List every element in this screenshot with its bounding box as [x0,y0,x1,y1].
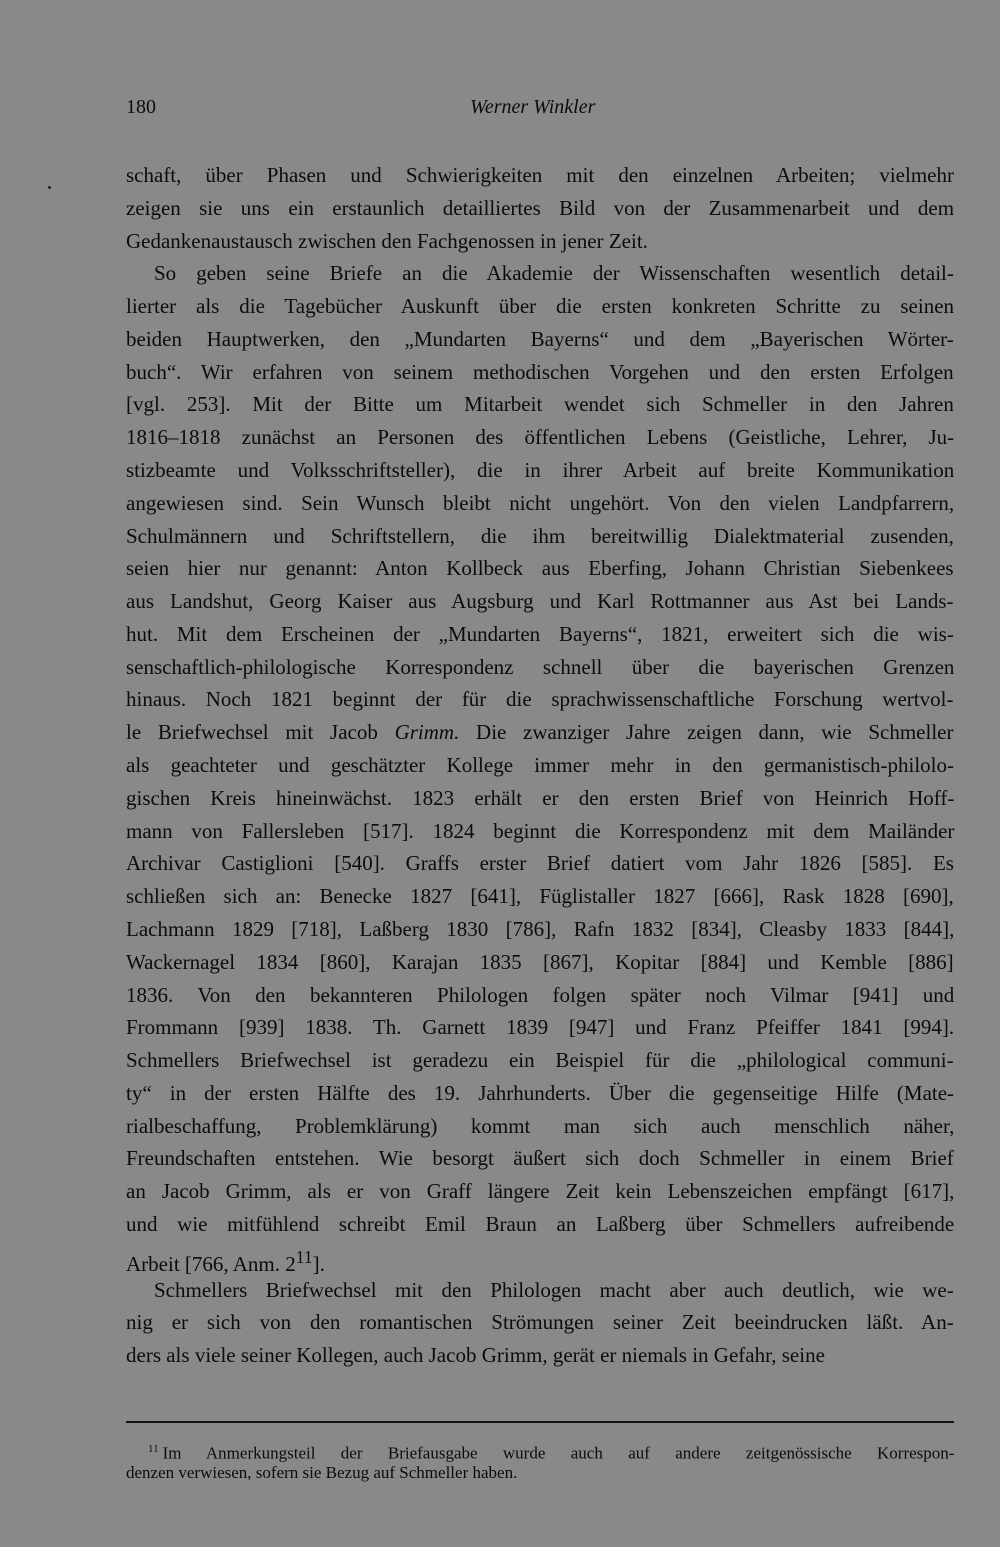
text-line: hinaus. Noch 1821 beginnt der für die sprachwissenschaftliche Forschung wertvol- [126,687,954,711]
text-line: Schulmännern und Schriftstellern, die ihm bereitwillig Dialektmaterial zusenden, [126,524,954,548]
text-line: 1816–1818 zunächst an Personen des öffentlichen Lebens (Geistliche, Lehrer, Ju- [126,425,955,449]
text-line: Wackernagel 1834 [860], Karajan 1835 [867], Kopitar [884] und Kemble [886] [126,950,954,974]
text-span: Arbeit [766, Anm. 2 [126,1252,296,1276]
text-line: schaft, über Phasen und Schwierigkeiten mit den einzelnen Arbeiten; vielmehr [126,163,954,187]
text-line: buch“. Wir erfahren von seinem methodischen Vorgehen und den ersten Erfolgen [126,360,954,384]
running-title: Werner Winkler [470,96,596,118]
text-line: Schmellers Briefwechsel mit den Philologen macht aber auch deutlich, wie we- [154,1278,954,1302]
text-line: Frommann [939] 1838. Th. Garnett 1839 [947] und Franz Pfeiffer 1841 [994]. [126,1015,955,1039]
text-line: Archivar Castiglioni [540]. Graffs erster Brief datiert vom Jahr 1826 [585]. Es [126,851,954,875]
text-line: senschaftlich-philologische Korrespondenz schnell über die bayerischen Grenzen [126,655,955,679]
text-line: ders als viele seiner Kollegen, auch Jacob Grimm, gerät er niemals in Gefahr, seine [126,1343,825,1367]
footnote-reference: 11 [295,1247,313,1267]
text-line: mann von Fallersleben [517]. 1824 beginnt die Korrespondenz mit dem Mailänder [126,819,955,843]
text-line: schließen sich an: Benecke 1827 [641], Füglistaller 1827 [666], Rask 1828 [690], [126,884,954,908]
text-line: nig er sich von den romantischen Strömungen seiner Zeit beeindrucken läßt. An- [126,1310,954,1334]
text-line: stizbeamte und Volksschriftsteller), die in ihrer Arbeit auf breite Kommunikation [126,458,955,482]
footnote-marker: 11 [148,1443,159,1455]
text-line: gischen Kreis hineinwächst. 1823 erhält er den ersten Brief von Heinrich Hoff- [126,786,955,810]
text-line: angewiesen sind. Sein Wunsch bleibt nicht ungehört. Von den vielen Landpfarrern, [126,491,955,515]
text-span: Die zwanziger Jahre zeigen dann, wie Schmeller [476,720,954,744]
text-line [126,719,953,745]
scan-speck [48,186,51,189]
text-line: aus Landshut, Georg Kaiser aus Augsburg und Karl Rottmanner aus Ast bei Lands- [126,589,954,613]
text-line: und wie mitfühlend schreibt Emil Braun an Laßberg über Schmellers aufreibende [126,1212,955,1236]
text-line: Gedankenaustausch zwischen den Fachgenossen in jener Zeit. [126,229,648,253]
text-line: ty“ in der ersten Hälfte des 19. Jahrhunderts. Über die gegenseitige Hilfe (Mate- [126,1081,955,1105]
text-line: beiden Hauptwerken, den „Mundarten Bayerns“ und dem „Bayerischen Wörter- [126,327,954,351]
page-number: 180 [126,96,156,118]
footnote-line [148,1438,954,1465]
text-line: 1836. Von den bekannteren Philologen folgen später noch Vilmar [941] und [126,983,955,1007]
text-line: rialbeschaffung, Problemklärung) kommt man sich auch menschlich näher, [126,1114,955,1138]
text-line [126,1244,325,1277]
text-span: ]. [312,1252,325,1276]
text-line: als geachteter und geschätzter Kollege immer mehr in den germanistisch-philolo- [126,753,955,777]
text-line: an Jacob Grimm, als er von Graff längere Zeit kein Lebenszeichen empfängt [617], [126,1179,955,1203]
text-line: lierter als die Tagebücher Auskunft über die ersten konkreten Schritte zu seinen [126,294,955,318]
text-line: Freundschaften entstehen. Wie besorgt äußert sich doch Schmeller in einem Brief [126,1146,954,1170]
text-line: So geben seine Briefe an die Akademie der Wissenschaften wesentlich detail- [154,261,954,285]
text-line: zeigen sie uns ein erstaunlich detailliertes Bild von der Zusammenarbeit und dem [126,196,955,220]
text-span: le Briefwechsel mit Jacob [126,720,378,744]
footnote-rule [126,1421,954,1423]
text-line: Lachmann 1829 [718], Laßberg 1830 [786], Rafn 1832 [834], Cleasby 1833 [844], [126,917,955,941]
text-line: seien hier nur genannt: Anton Kollbeck aus Eberfing, Johann Christian Siebenkees [126,556,954,580]
text-line: [vgl. 253]. Mit der Bitte um Mitarbeit wendet sich Schmeller in den Jahren [126,392,954,416]
text-line: Schmellers Briefwechsel ist geradezu ein Beispiel für die „philological communi- [126,1048,954,1072]
footnote-line: denzen verwiesen, sofern sie Bezug auf Schmeller haben. [126,1463,518,1482]
footnote-text: Im Anmerkungsteil der Briefausgabe wurde auch auf andere zeitgenössische Korrespon- [162,1443,955,1463]
italic-name: Grimm. [394,720,460,744]
text-line: hut. Mit dem Erscheinen der „Mundarten Bayerns“, 1821, erweitert sich die wis- [126,622,954,646]
